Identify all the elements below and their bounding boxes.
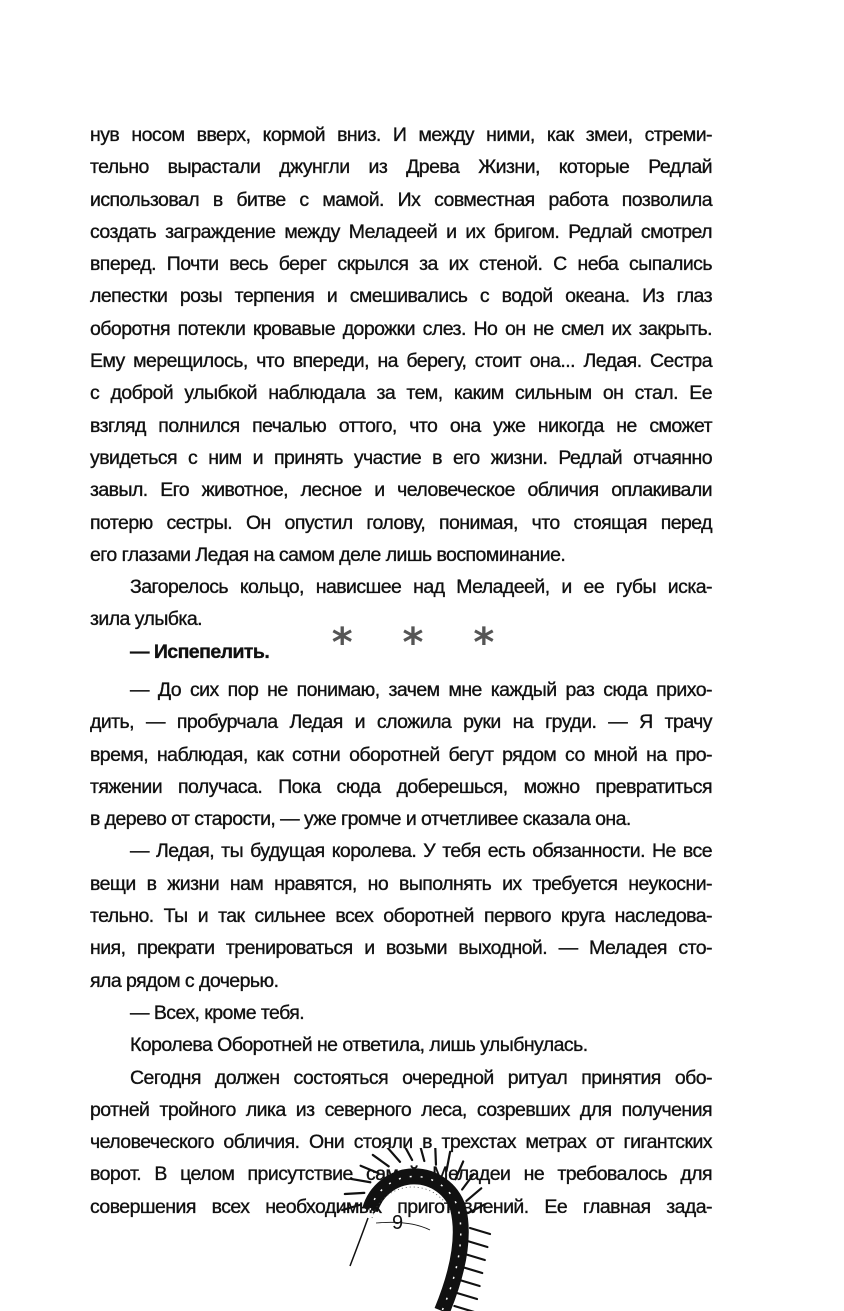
text-line: — Всех, кроме тебя. (130, 1001, 305, 1024)
centipede-leg (446, 1152, 450, 1171)
text-line: ния, прекрати тренироваться и возьми выходной. — Меладея сто- (90, 937, 712, 960)
text-section-2 (90, 674, 712, 1223)
centipede-leg (403, 1148, 412, 1160)
centipede-leg (455, 1161, 463, 1179)
text-line: тельно вырастали джунгли из Древа Жизни, которые Редлай (90, 156, 712, 179)
centipede-leg (468, 1204, 485, 1213)
centipede-leg (342, 1205, 361, 1210)
centipede-leg (435, 1148, 436, 1165)
text-line: дить, — пробурчала Ледая и сложила руки на груди. — Я трачу (90, 711, 712, 734)
centipede-leg (466, 1188, 481, 1201)
text-line: тяжении получаса. Пока сюда доберешься, можно превратиться (90, 775, 712, 798)
centipede-leg (345, 1193, 364, 1194)
centipede-leg (373, 1155, 389, 1166)
section-separator: * * * (331, 620, 513, 666)
centipede-leg (460, 1280, 480, 1286)
text-line: в дерево от старости, — уже громче и отчетливее сказала она. (90, 808, 631, 831)
text-line: его глазами Ледая на самом деле лишь воспоминание. (90, 543, 566, 566)
text-line: использовал в битве с мамой. Их совместная работа позволила (90, 188, 712, 211)
text-line: Королева Оборотней не ответила, лишь улыбнулась. (130, 1034, 588, 1057)
text-line: — До сих пор не понимаю, зачем мне каждый раз сюда прихо- (130, 679, 712, 701)
text-line: вперед. Почти весь берег скрылся за их стеной. С неба сыпались (90, 253, 712, 276)
text-line: создать заграждение между Меладеей и их бригом. Редлай смотрел (90, 220, 712, 243)
text-line: Сегодня должен состояться очередной ритуал принятия обо- (130, 1066, 712, 1089)
centipede-illustration-icon (330, 1148, 520, 1311)
centipede-leg (457, 1293, 477, 1299)
text-line: зила улыбка. (90, 608, 202, 631)
text-line: — Ледая, ты будущая королева. У тебя есть обязанности. Не все (130, 840, 712, 863)
text-line: потерю сестры. Он опустил голову, понимая, что стоящая перед (90, 511, 712, 534)
centipede-leg (462, 1267, 482, 1273)
text-line: совершения всех необходимых приготовлений. Ее главная зада- (90, 1195, 712, 1218)
text-line: с доброй улыбкой наблюдала за тем, каким сильным он стал. Ее (90, 382, 712, 405)
text-line: взгляд полнился печалью оттого, что она уже никогда не сможет (90, 414, 712, 437)
text-line: ворот. В целом присутствие самой Меладеи не требовалось для (90, 1163, 712, 1186)
text-line: тельно. Ты и так сильнее всех оборотней первого круга наследова- (90, 905, 712, 928)
centipede-leg (465, 1254, 485, 1260)
text-section-1 (90, 119, 712, 668)
centipede-leg (419, 1148, 424, 1161)
centipede-leg (470, 1228, 490, 1234)
centipede-leg (467, 1241, 487, 1247)
text-line: лепестки розы терпения и смешивались с водой океана. Из глаз (90, 285, 712, 308)
centipede-leg (387, 1148, 400, 1162)
centipede-leg (361, 1166, 379, 1174)
text-line: человеческого обличия. Они стояли в трехстах метрах от гигантских (90, 1131, 712, 1154)
text-line: — Испепелить. (130, 640, 270, 663)
text-line: ротней тройного лика из северного леса, созревших для получения (90, 1098, 712, 1121)
text-line: увидеться с ним и принять участие в его жизни. Редлай отчаянно (90, 446, 712, 469)
text-line: вещи в жизни нам нравятся, но выполнять их требуется неукосни- (90, 872, 712, 895)
text-line: Загорелось кольцо, нависшее над Меладеей, и ее губы иска- (130, 576, 712, 599)
text-line: нув носом вверх, кормой вниз. И между ними, как змеи, стреми- (90, 124, 712, 146)
page-number: 9 (392, 1212, 404, 1234)
centipede-leg (454, 1306, 474, 1311)
centipede-leg (462, 1174, 474, 1190)
text-line: Ему мерещилось, что впереди, на берегу, стоит она... Ледая. Сестра (90, 350, 712, 373)
text-line: оборотня потекли кровавые дорожки слез. Но он не смел их закрыть. (90, 317, 712, 340)
text-line: завыл. Его животное, лесное и человеческое обличия оплакивали (90, 479, 712, 502)
centipede-leg (351, 1179, 370, 1182)
text-line: яла рядом с дочерью. (90, 969, 279, 992)
text-line: время, наблюдая, как сотни оборотней бегут рядом со мной на про- (90, 743, 712, 766)
